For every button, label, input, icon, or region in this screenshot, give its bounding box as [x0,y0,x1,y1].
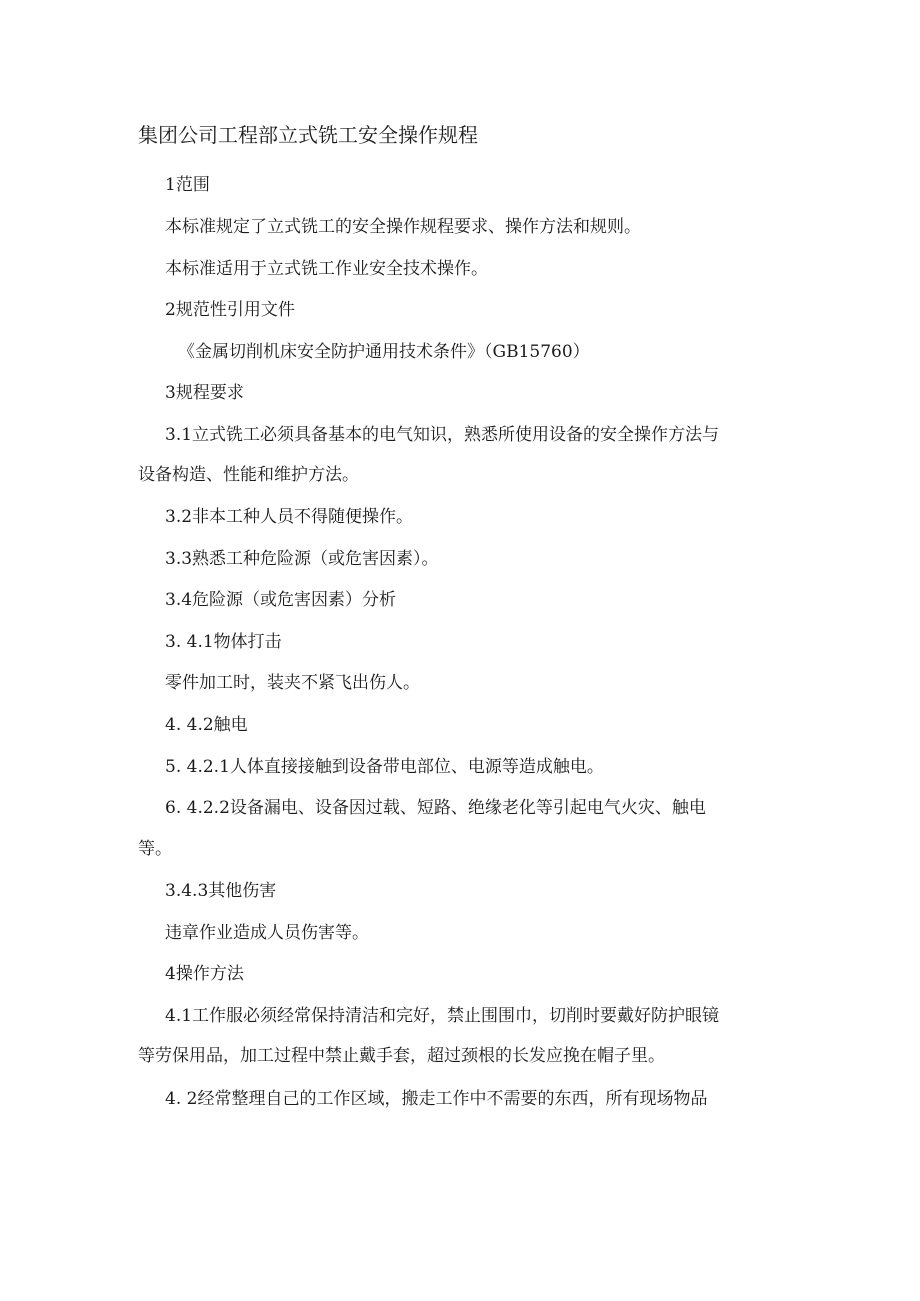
document-title: 集团公司工程部立式铣工安全操作规程 [138,123,478,147]
paragraph-continuation: 等。 [138,839,172,859]
paragraph: 4. 2经常整理自己的工作区域，搬走工作中不需要的东西，所有现场物品 [165,1089,708,1109]
paragraph: 3.2非本工种人员不得随便操作。 [165,507,414,527]
paragraph: 3.3熟悉工种危险源（或危害因素）。 [165,549,439,569]
subsection-heading: 3.4.3其他伤害 [165,881,277,901]
subsection-heading: 3. 4.1物体打击 [165,632,282,652]
paragraph: 6. 4.2.2设备漏电、设备因过载、短路、绝缘老化等引起电气火灾、触电 [165,798,706,818]
paragraph-continuation: 等劳保用品，加工过程中禁止戴手套，超过颈根的长发应挽在帽子里。 [138,1046,665,1066]
section-heading-scope: 1范围 [165,175,210,195]
paragraph: 本标准适用于立式铣工作业安全技术操作。 [165,259,488,279]
paragraph: 5. 4.2.1人体直接接触到设备带电部位、电源等造成触电。 [165,757,604,777]
section-heading-methods: 4操作方法 [165,964,244,984]
reference-item: 《金属切削机床安全防护通用技术条件》（GB15760） [178,342,590,362]
paragraph-continuation: 设备构造、性能和维护方法。 [138,465,359,485]
paragraph: 本标准规定了立式铣工的安全操作规程要求、操作方法和规则。 [165,217,641,237]
paragraph: 违章作业造成人员伤害等。 [165,923,369,943]
paragraph: 3.4危险源（或危害因素）分析 [165,590,397,610]
subsection-heading: 4. 4.2触电 [165,715,248,735]
section-heading-references: 2规范性引用文件 [165,300,295,320]
section-heading-requirements: 3规程要求 [165,383,244,403]
paragraph: 零件加工时，装夹不紧飞出伤人。 [165,673,420,693]
paragraph: 4.1工作服必须经常保持清洁和完好，禁止围围巾，切削时要戴好防护眼镜 [165,1006,720,1026]
paragraph: 3.1立式铣工必须具备基本的电气知识，熟悉所使用设备的安全操作方法与 [165,425,720,445]
